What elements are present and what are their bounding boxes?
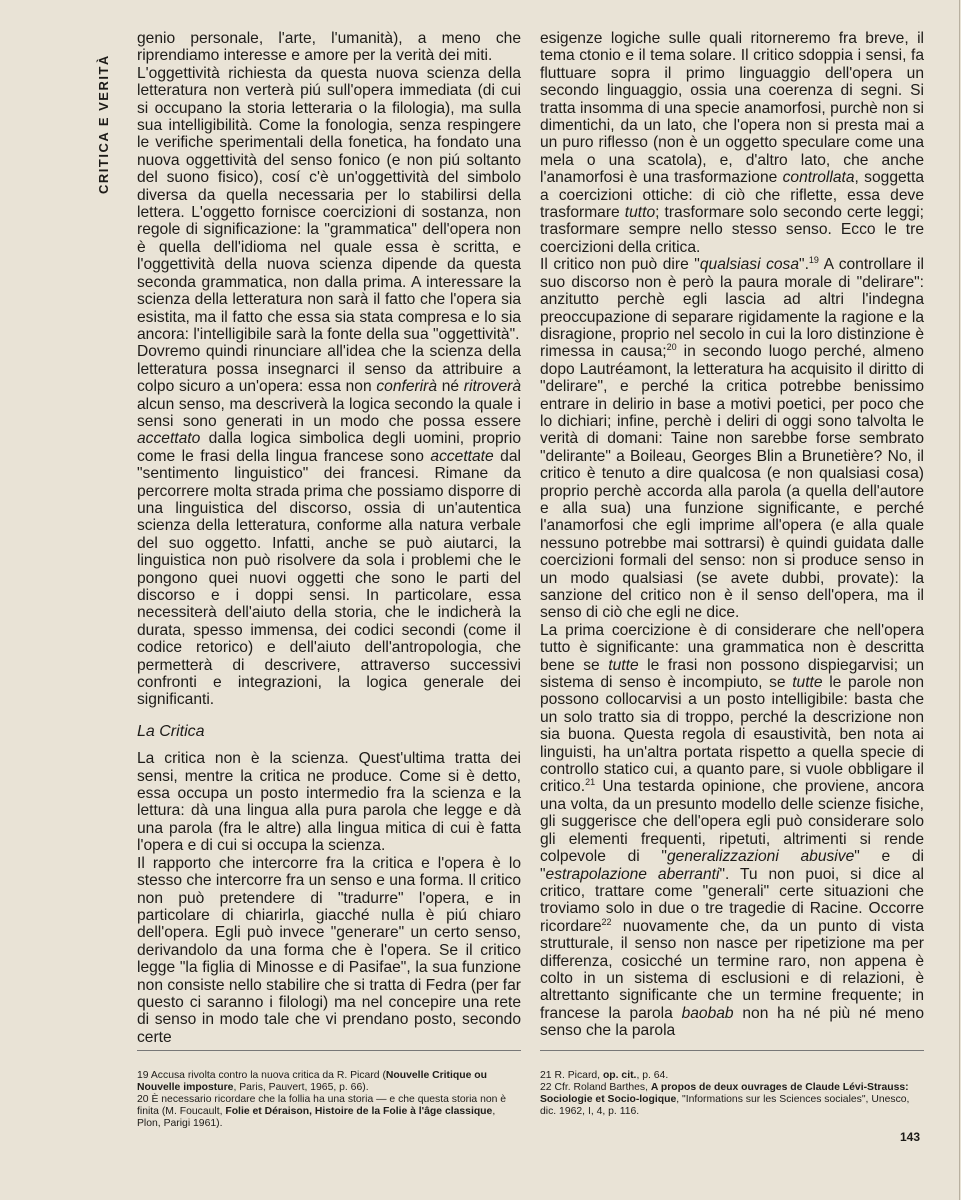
footnote-ref: 19 [808,255,819,266]
footnote: 21 R. Picard, op. cit., p. 64. [540,1070,669,1081]
paragraph: Dovremo quindi rinunciare all'idea che la scienza della letteratura possa insegnarci il senso da attribuire a colpo sicuro a un'opera: essa non conferirà né ritroverà alcun senso, ma descriverà la logica secondo la quale i sensi sono generati in un modo che possa essere accettato dalla logica simbolica degli uomini, proprio come le frasi della lingua francese sono accettate dal "sentimento linguistico" dei francesi. Rimane da percorrere molta strada prima che possiamo disporre di una linguistica del discorso, ossia di un'autentica scienza della letteratura, conforme alla natura verbale del suo oggetto. Infatti, anche se può aiutarci, la linguistica non può risolvere da sola i problemi che le pongono quei nuovi oggetti che sono le parti del discorso e i doppi sensi. In particolare, essa necessiterà dell'aiuto della storia, che le indicherà la durata, spesso immensa, dei codici secondi (come il codice retorico) e dell'aiuto dell'antropologia, che permetterà di descrivere, attraverso successivi confronti e integrazioni, la logica generale dei significanti. [137,343,521,709]
footnote: 19 Accusa rivolta contro la nuova critica da R. Picard (Nouvelle Critique ou Nouvelle imposture, Paris, Pauvert, 1965, p. 66). [137,1070,487,1093]
running-head-text: CRITICA E VERITÀ [96,54,111,194]
footnote-ref: 20 [666,342,677,353]
footnote: 22 Cfr. Roland Barthes, A propos de deux ouvrages de Claude Lévi-Strauss: Sociologie et Socio-logique, "Informations sur les Sciences sociales", Unesco, dic. 1962, I, 4, p. 116. [540,1082,910,1117]
footnote-divider [540,1050,924,1051]
running-head [96,34,116,194]
paragraph: genio personale, l'arte, l'umanità), a meno che riprendiamo interesse e amore per la verità dei miti. [137,30,521,65]
paragraph: esigenze logiche sulle quali ritorneremo fra breve, il tema ctonio e il tema solare. Il critico sdoppia i sensi, fa fluttuare sopra il primo linguaggio dell'opera un secondo linguaggio, ossia una coerenza di segni. Si tratta insomma di una specie anamorfosi, purchè non si dimentichi, da un lato, che l'opera non si presta mai a un puro riflesso (non è un oggetto speculare come una mela o una scatola), e, d'altro lato, che anche l'anamorfosi è una trasformazione controllata, soggetta a coercizioni ottiche: di ciò che riflette, essa deve trasformare tutto; trasformare solo secondo certe leggi; trasformare sempre nello stesso senso. Ecco le tre coercizioni della critica. [540,30,924,256]
right-column [540,30,924,1040]
page-number: 143 [900,1130,921,1144]
left-column [137,30,521,1046]
footnote-ref: 22 [601,916,612,927]
footnotes-left [137,1070,521,1130]
paragraph: La prima coercizione è di considerare che nell'opera tutto è significante: una grammatica non è descritta bene se tutte le frasi non possono dispiegarvisi; un sistema di senso è incompiuto, se tutte le parole non possono collocarvisi a un posto intelligibile: basta che un solo tratto sia di troppo, perché la descrizione non sia buona. Questa regola di esaustività, ben nota ai linguisti, ha un'altra portata rispetto a quella specie di controllo statico cui, a quanto pare, si vuole obbligare il critico.$^{21}$ Una testarda opinione, che proviene, ancora una volta, da un presunto modello delle scienze fisiche, gli suggerisce che dell'opera egli può considerare solo gli elementi frequenti, ripetuti, altrimenti si rende colpevole di "generalizzazioni abusive" e di "estrapolazione aberranti". Tu non puoi, si dice al critico, trattare come "generali" certe situazioni che troviamo solo in due o tre tragedie di Racine. Occorre ricordare$^{22}$ nuovamente che, da un punto di vista strutturale, il senso non nasce per ripetizione ma per differenza, cosicché un termine raro, non appena è colto in un sistema di esclusioni e di relazioni, è altrettanto significante che un termine frequente; in francese la parola baobab non ha né più né meno senso che la parola [540,621,925,1040]
paragraph: L'oggettività richiesta da questa nuova scienza della letteratura non verterà piú sull'opera immediata (di cui si occupano la storia letteraria o la filologia), ma sulla sua intelligibilità. Come la fonologia, senza respingere le verifiche sperimentali della fonetica, ha fondato una nuova oggettività del senso fonico (e non piú soltanto del suono fisico), cosí c'è un'oggettività del simbolo diversa da quella necessaria per lo stabilirsi della lettera. L'oggetto fornisce coercizioni di sostanza, non regole di significazione: la "grammatica" dell'opera non è quella dell'idioma nel quale essa è scritta, e l'oggettività della nuova scienza dipende da questa seconda grammatica, non dalla prima. A interessare la scienza della letteratura non sarà il fatto che l'opera sia esistita, ma il fatto che essa sia stata compresa e lo sia ancora: l'intelligibile sarà la fonte della sua "oggettività". [137,64,521,343]
paragraph: La critica non è la scienza. Quest'ultima tratta dei sensi, mentre la critica ne produce. Come si è detto, essa occupa un posto intermedio fra la scienza e la lettura: dà una lingua alla pura parola che legge e dà una parola (fra le altre) alla lingua mitica di cui è fatta l'opera e di cui si occupa la scienza. [137,750,521,855]
section-heading: La Critica [137,722,205,740]
paragraph: Il rapporto che intercorre fra la critica e l'opera è lo stesso che intercorre fra un senso e una forma. Il critico non può pretendere di "tradurre" l'opera, e in particolare di chiarirla, giacché nulla è piú chiaro dell'opera. Egli può invece "generare" un certo senso, derivandolo da una forma che è l'opera. Se il critico legge "la figlia di Minosse e di Pasifae", la sua funzione non consiste nello stabilire che si tratta di Fedra (per far questo ci saranno i filologi) ma nel concepire una rete di senso in modo tale che vi prendano posto, secondo certe [137,854,521,1046]
footnotes-right [540,1070,924,1118]
footnote-divider [137,1050,521,1051]
footnote: 20 È necessario ricordare che la follia ha una storia — e che questa storia non è finita (M. Foucault, Folie et Déraison, Histoire de la Folie à l'âge classique, Plon, Parigi 1961). [137,1094,507,1129]
footnote-ref: 21 [585,777,596,788]
paragraph: Il critico non può dire "qualsiasi cosa".$^{19}$ A controllare il suo discorso non è però la paura morale di "delirare": anzitutto perchè egli lascia ad altri l'indegna preoccupazione di separare rigidamente la ragione e la disragione, proprio nel secolo in cui la loro distinzione è rimessa in causa;$^{20}$ in secondo luogo perché, almeno dopo Lautréamont, la letteratura ha acquisito il diritto di "delirare", e perché la critica potrebbe benissimo entrare in delirio in base a motivi poetici, per poco che lo dichiari; infine, perchè i deliri di oggi sono talvolta le verità di domani: Taine non sarebbe forse sembrato "delirante" a Boileau, Georges Blin a Brunetière? No, il critico è tenuto a dire qualcosa (e non qualsiasi cosa) proprio perchè accorda alla parola (a quella dell'autore e alla sua) una funzione significante, e perché l'anamorfosi che egli imprime all'opera (e alla quale nessuno potrebbe mai sottrarsi) è quindi guidata dalle coercizioni formali del senso: non si produce senso in un modo qualsiasi (se avete dubbi, provate): la sanzione del critico non è il senso dell'opera, ma il senso di ciò che egli ne dice. [540,255,924,622]
